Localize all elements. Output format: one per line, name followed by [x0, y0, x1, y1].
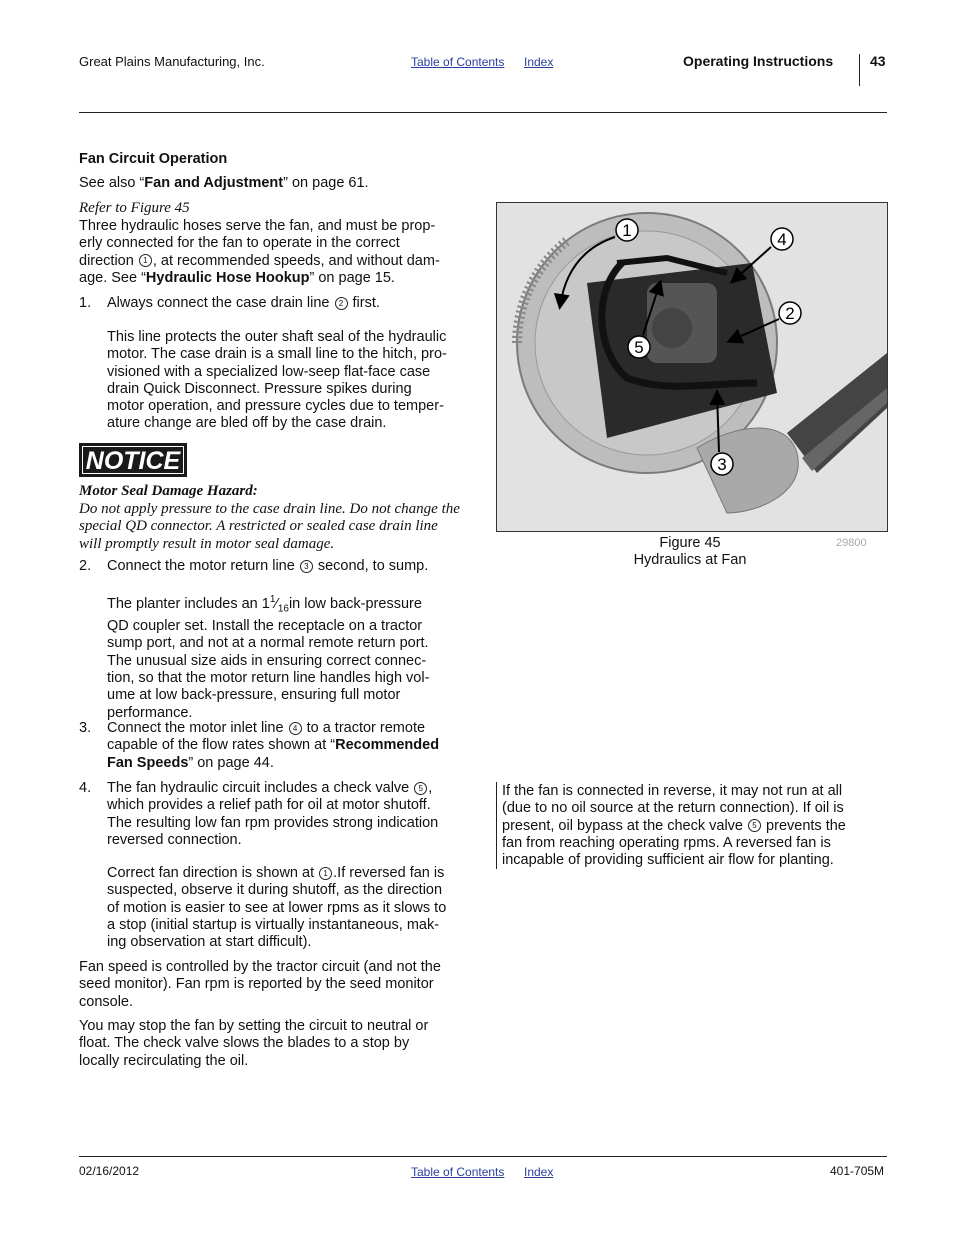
fan-speed-paragraph: Fan speed is controlled by the tractor circuit (and not the seed monitor). Fan rpm is reported by the seed monitor console.: [79, 959, 441, 1010]
circled-5-icon: 5: [748, 819, 761, 832]
intro-paragraph: Three hydraulic hoses serve the fan, and must be prop- erly connected for the fan to operate in the correct direction 1 , at recommended speeds, and without dam- age. See “Hydraulic Hose Hookup” on page 15.: [79, 218, 440, 286]
header-index-link[interactable]: Index: [524, 55, 554, 69]
photo-illustration: [497, 203, 887, 531]
callout-3: 3: [717, 455, 727, 474]
see-also: See also “Fan and Adjustment” on page 61.: [79, 175, 369, 191]
circled-2-icon: 2: [335, 297, 348, 310]
section-heading: Fan Circuit Operation: [79, 151, 228, 167]
item1-paragraph: This line protects the outer shaft seal of the hydraulic motor. The case drain is a small line to the hitch, pro- visioned with a specialized low-seep flat-face case drain Quick Disconnect. Pressure spikes during motor operation, and pressure cycles due to temper- ature change are bled off by the case drain.: [107, 329, 447, 432]
figure-caption: Figure 45 Hydraulics at Fan: [633, 535, 747, 569]
circled-1-icon: 1: [139, 254, 152, 267]
callout-4: 4: [777, 230, 787, 249]
footer-index-link[interactable]: Index: [524, 1165, 554, 1179]
notice-badge: NOTICE: [79, 443, 187, 477]
footer-rule: [79, 1156, 887, 1157]
header-toc-link[interactable]: Table of Contents: [411, 55, 505, 69]
callout-1: 1: [622, 221, 632, 240]
fan-hydraulics-photo: [496, 202, 888, 532]
header-section: Operating Instructions: [683, 53, 834, 69]
hazard-title: Motor Seal Damage Hazard:: [79, 483, 258, 499]
page-number: 43: [870, 53, 886, 69]
photo-id: 29800: [836, 537, 867, 549]
header-rule: [79, 112, 887, 113]
footer-doc-number: 401-705M: [830, 1164, 885, 1178]
hazard-text: Do not apply pressure to the case drain line. Do not change the special QD connector. A restricted or sealed case drain line will promptly result in motor seal damage.: [79, 501, 460, 552]
figure-reference: Refer to Figure 45: [79, 200, 190, 216]
side-note-bar: [496, 782, 497, 869]
callout-5: 5: [634, 338, 644, 357]
see-also-link[interactable]: Fan and Adjustment: [144, 175, 284, 191]
fan-stop-paragraph: You may stop the fan by setting the circuit to neutral or float. The check valve slows the blades to a stop by locally recirculating the oil.: [79, 1018, 429, 1069]
hose-hookup-link[interactable]: Hydraulic Hose Hookup: [145, 269, 310, 286]
header-company: Great Plains Manufacturing, Inc.: [79, 54, 265, 69]
circled-3-icon: 3: [300, 560, 313, 573]
side-note: If the fan is connected in reverse, it may not run at all (due to no oil source at the return connection). If oil is present, oil bypass at the check valve 5 prevents the fan from reaching operating rpms. A reversed fan is incapable of providing sufficient air flow for planting.: [502, 783, 846, 869]
fan-speeds-link[interactable]: Recommended: [335, 737, 440, 754]
circled-4-icon: 4: [289, 722, 302, 735]
callout-2: 2: [785, 304, 795, 323]
footer-date: 02/16/2012: [79, 1164, 140, 1178]
header-divider: [859, 54, 860, 86]
item4-paragraph: Correct fan direction is shown at 1 .If reversed fan is suspected, observe it during shutoff, as the direction of motion is easier to see at lower rpms as it slows to a stop (initial startup is virtually instantaneous, mak- ing observation at start difficult).: [107, 865, 447, 951]
circled-1-icon: 1: [319, 867, 332, 880]
circled-5-icon: 5: [414, 782, 427, 795]
item2-paragraph: The planter includes an $1^1⁄_{16}in$ low back-pressure QD coupler set. Install the receptacle on a tractor sump port, and not at a normal remote return port. The unusual size aids in ensuring correct connec- tion, so that the motor return line handles high vol- ume at low back-pressure, ensuring full motor performance.: [107, 594, 430, 721]
footer-toc-link[interactable]: Table of Contents: [411, 1165, 505, 1179]
